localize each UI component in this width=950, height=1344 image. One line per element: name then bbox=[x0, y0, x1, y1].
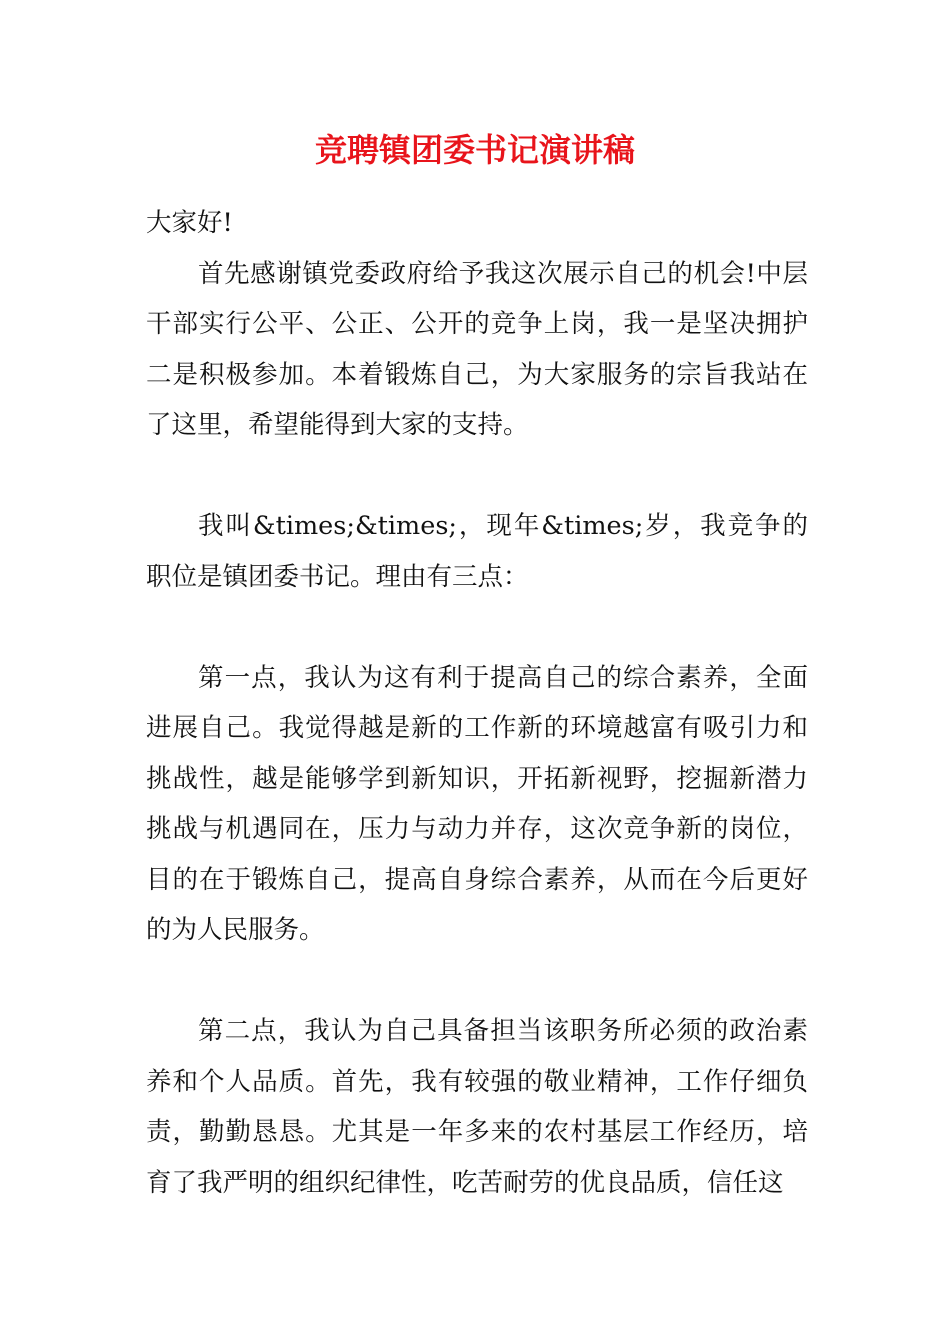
greeting: 大家好! bbox=[146, 208, 233, 238]
document-title: 竞聘镇团委书记演讲稿 bbox=[314, 131, 635, 169]
paragraph-introduction: 我叫&times;&times;，现年&times;岁，我竞争的职位是镇团委书记。理由有三点： bbox=[146, 511, 808, 592]
document-body bbox=[146, 198, 808, 1208]
paragraph-point-two: 第二点，我认为自己具备担当该职务所必须的政治素养和个人品质。首先，我有较强的敬业精神，工作仔细负责，勤勤恳恳。尤其是一年多来的农村基层工作经历，培育了我严明的组织纪律性，吃苦耐劳的优良品质，信任这 bbox=[146, 1016, 808, 1198]
paragraph-point-one: 第一点，我认为这有利于提高自己的综合素养，全面进展自己。我觉得越是新的工作新的环境越富有吸引力和挑战性，越是能够学到新知识，开拓新视野，挖掘新潜力挑战与机遇同在，压力与动力并存，这次竞争新的岗位，目的在于锻炼自己，提高自身综合素养，从而在今后更好的为人民服务。 bbox=[146, 662, 808, 945]
paragraph-opening: 首先感谢镇党委政府给予我这次展示自己的机会!中层干部实行公平、公正、公开的竞争上岗，我一是坚决拥护二是积极参加。本着锻炼自己，为大家服务的宗旨我站在了这里，希望能得到大家的支持。 bbox=[146, 258, 808, 440]
